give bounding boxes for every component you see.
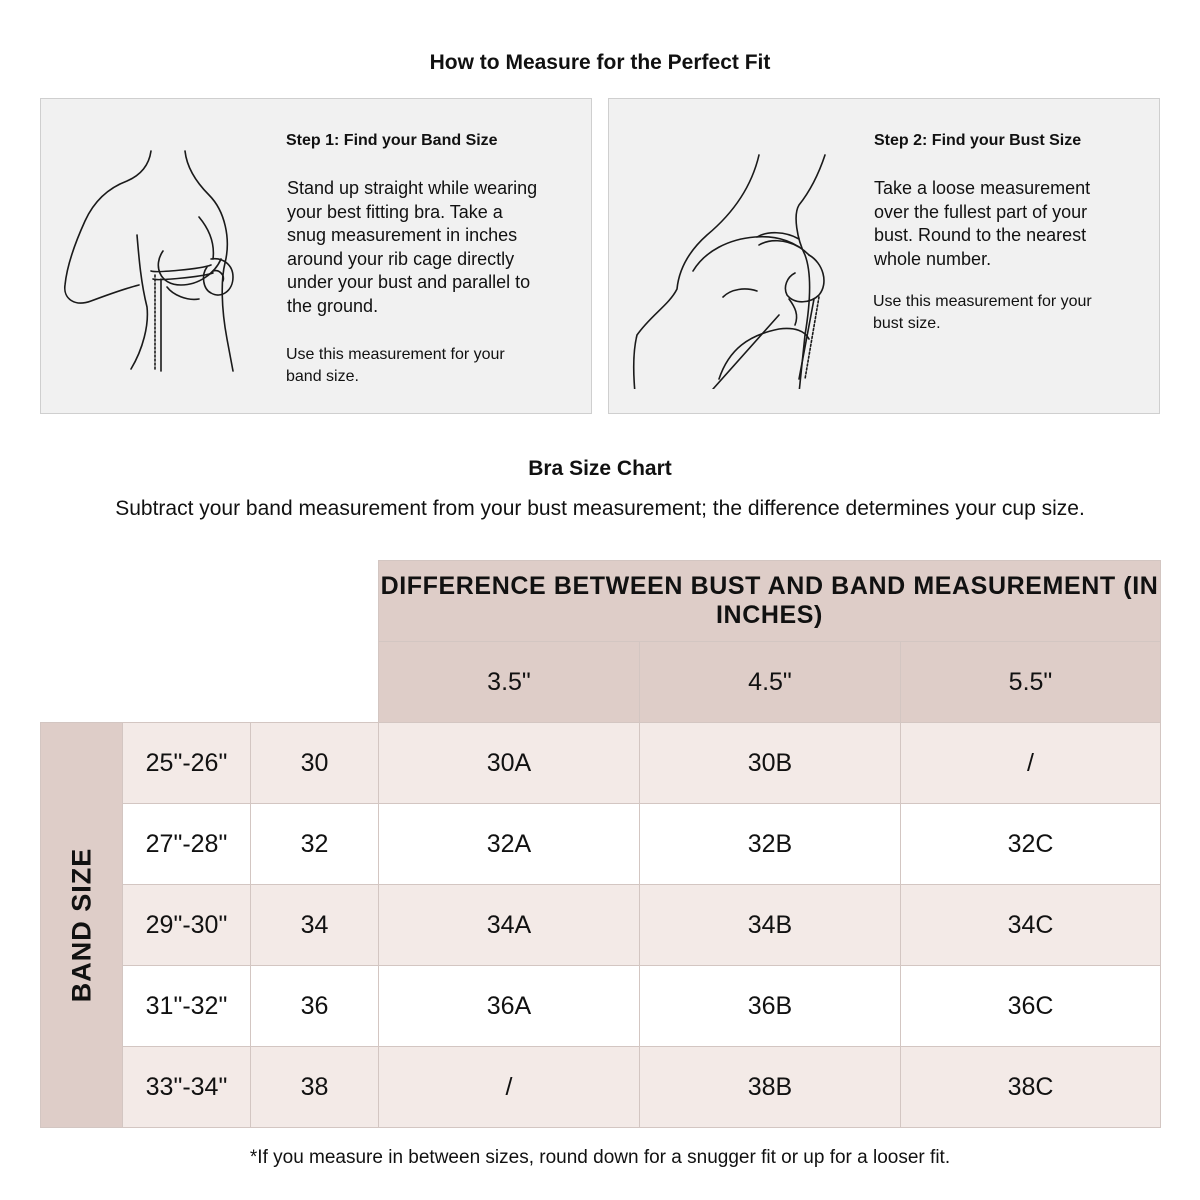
step1-line: Stand up straight while wearing [287,178,538,198]
size-cell: 34C [901,885,1161,966]
table-row [41,966,1161,1047]
step2-line: over the fullest part of your [874,201,1088,222]
step1-line: your best fitting bra. Take a [287,201,503,222]
table-row [41,723,1161,804]
difference-column-header: 5.5" [901,642,1161,723]
size-cell: 36C [901,966,1161,1047]
band-cell: 38 [251,1047,379,1128]
step1-line: the ground. [287,295,379,316]
chart-subtitle: Subtract your band measurement from your bust measurement; the difference determines your cup size. [115,497,1085,520]
corner-blank [41,561,379,642]
size-cell: 38C [901,1047,1161,1128]
size-cell: 38B [640,1047,901,1128]
band-measure-illustration [51,139,301,389]
band-cell: 32 [251,804,379,885]
step1-line: under your bust and parallel to [287,272,531,292]
band-cell: 34 [251,885,379,966]
difference-column-header: 4.5" [640,642,901,723]
difference-column-header: 3.5" [379,642,640,723]
step2-note [873,291,1092,335]
size-cell: 34A [379,885,640,966]
difference-header: DIFFERENCE BETWEEN BUST AND BAND MEASUREMENT (IN INCHES) [379,561,1161,642]
range-cell: 27"-28" [123,804,251,885]
size-cell: 32A [379,804,640,885]
step1-title: Step 1: Find your Band Size [286,132,498,149]
step2-line: bust. Round to the nearest [874,225,1087,245]
page-title: How to Measure for the Perfect Fit [429,51,771,74]
band-size-label: BAND SIZE [66,847,96,1003]
range-cell: 33"-34" [123,1047,251,1128]
bust-measure-illustration [619,139,869,389]
range-cell: 29"-30" [123,885,251,966]
step1-panel [40,98,592,414]
corner-blank [41,642,379,723]
step2-title: Step 2: Find your Bust Size [874,132,1082,149]
table-row [41,1047,1161,1128]
step1-note-line: band size. [286,368,359,385]
table-row [41,804,1161,885]
bra-size-table [40,560,1161,1128]
step1-instructions [287,177,537,318]
size-cell: 32B [640,804,901,885]
step2-line: Take a loose measurement [874,178,1091,198]
step2-note-line: Use this measurement for your [873,293,1092,310]
size-cell: / [901,723,1161,804]
range-cell: 31"-32" [123,966,251,1047]
band-cell: 30 [251,723,379,804]
step2-note-line: bust size. [873,315,941,332]
size-cell: 30A [379,723,640,804]
size-cell: 36A [379,966,640,1047]
step2-instructions [874,177,1090,271]
band-size-side-label [41,723,123,1128]
step1-line: snug measurement in inches [287,225,518,245]
step1-line: around your rib cage directly [287,248,515,269]
table-row [41,885,1161,966]
step1-note [286,344,505,388]
range-cell: 25"-26" [123,723,251,804]
size-cell: 30B [640,723,901,804]
size-cell: / [379,1047,640,1128]
size-cell: 32C [901,804,1161,885]
footnote: *If you measure in between sizes, round down for a snugger fit or up for a looser fit. [249,1147,951,1168]
band-cell: 36 [251,966,379,1047]
step2-panel [608,98,1160,414]
step1-note-line: Use this measurement for your [286,346,505,363]
size-cell: 34B [640,885,901,966]
size-cell: 36B [640,966,901,1047]
step2-line: whole number. [874,248,992,269]
chart-title: Bra Size Chart [528,457,672,480]
